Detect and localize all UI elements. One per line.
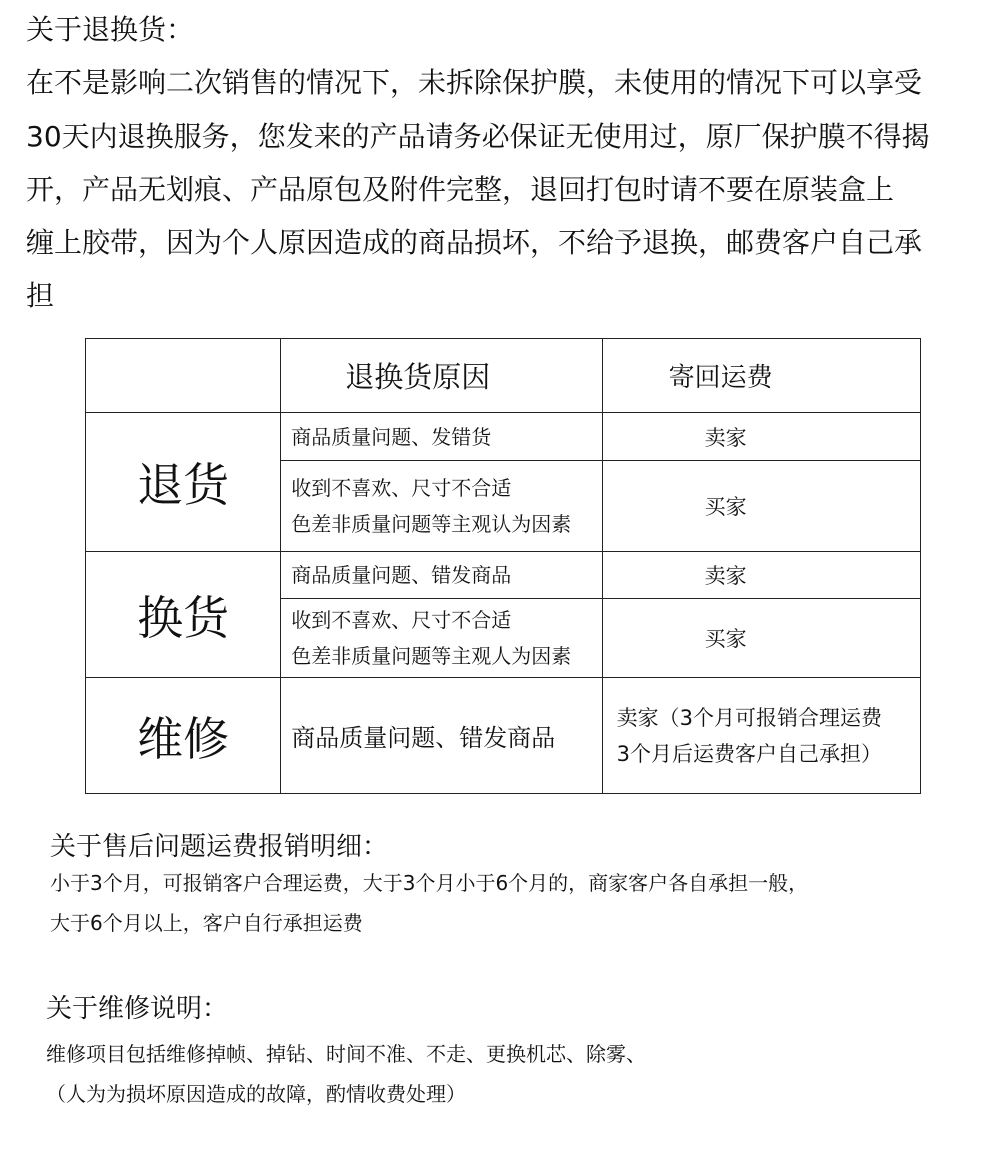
returns-line-4: 缠上胶带，因为个人原因造成的商品损坏，不给予退换，邮费客户自己承 bbox=[26, 226, 923, 259]
fee-cell bbox=[602, 678, 920, 794]
fee-cell bbox=[602, 413, 920, 461]
reason-line: 商品质量问题、错发商品 bbox=[291, 724, 556, 752]
shipping-line-2: 大于6个月以上，客户自行承担运费 bbox=[50, 911, 363, 935]
returns-line-2: 30天内退换服务，您发来的产品请务必保证无使用过，原厂保护膜不得揭 bbox=[26, 120, 930, 153]
returns-line-5: 担 bbox=[26, 279, 55, 312]
category-repair: 维修 bbox=[86, 678, 281, 794]
fee-line: 买家 bbox=[704, 495, 747, 519]
reason-cell bbox=[281, 599, 602, 678]
reason-line: 收到不喜欢、尺寸不合适 bbox=[291, 476, 512, 500]
reason-line: 色差非质量问题等主观认为因素 bbox=[291, 512, 572, 536]
fee-line: 卖家 bbox=[704, 564, 747, 588]
category-return: 退货 bbox=[86, 413, 281, 552]
repair-title: 关于维修说明： bbox=[46, 994, 229, 1024]
fee-line: 卖家 bbox=[704, 425, 747, 450]
fee-line: 卖家（3个月可报销合理运费 bbox=[616, 705, 882, 730]
returns-line-3: 开，产品无划痕、产品原包及附件完整，退回打包时请不要在原装盒上 bbox=[26, 173, 895, 206]
fee-cell bbox=[602, 461, 920, 552]
reason-cell bbox=[281, 552, 602, 599]
reason-line: 色差非质量问题等主观人为因素 bbox=[291, 644, 572, 668]
reason-line: 商品质量问题、发错货 bbox=[291, 424, 492, 449]
shipping-title: 关于售后问题运费报销明细： bbox=[50, 832, 389, 862]
fee-line: 买家 bbox=[704, 627, 747, 651]
table-row bbox=[86, 552, 921, 599]
reason-line: 商品质量问题、错发商品 bbox=[291, 563, 512, 587]
repair-line-2: （人为为损坏原因造成的故障，酌情收费处理） bbox=[46, 1082, 466, 1106]
return-policy-table bbox=[85, 338, 921, 794]
header-reason: 退换货原因 bbox=[281, 339, 602, 413]
table-row bbox=[86, 678, 921, 794]
table-row bbox=[86, 413, 921, 461]
fee-line: 3个月后运费客户自己承担） bbox=[616, 741, 882, 766]
returns-title: 关于退换货： bbox=[26, 13, 195, 46]
reason-line: 收到不喜欢、尺寸不合适 bbox=[291, 608, 512, 632]
table-header-row bbox=[86, 339, 921, 413]
fee-cell bbox=[602, 599, 920, 678]
reason-cell bbox=[281, 413, 602, 461]
repair-line-1: 维修项目包括维修掉帧、掉钻、时间不准、不走、更换机芯、除雾、 bbox=[46, 1042, 646, 1066]
fee-cell bbox=[602, 552, 920, 599]
header-blank-cell bbox=[86, 339, 281, 413]
returns-line-1: 在不是影响二次销售的情况下，未拆除保护膜，未使用的情况下可以享受 bbox=[26, 66, 923, 99]
reason-cell bbox=[281, 461, 602, 552]
header-fee: 寄回运费 bbox=[602, 339, 920, 413]
shipping-line-1: 小于3个月，可报销客户合理运费，大于3个月小于6个月的，商家客户各自承担一般， bbox=[50, 871, 809, 895]
category-exchange: 换货 bbox=[86, 552, 281, 678]
reason-cell bbox=[281, 678, 602, 794]
